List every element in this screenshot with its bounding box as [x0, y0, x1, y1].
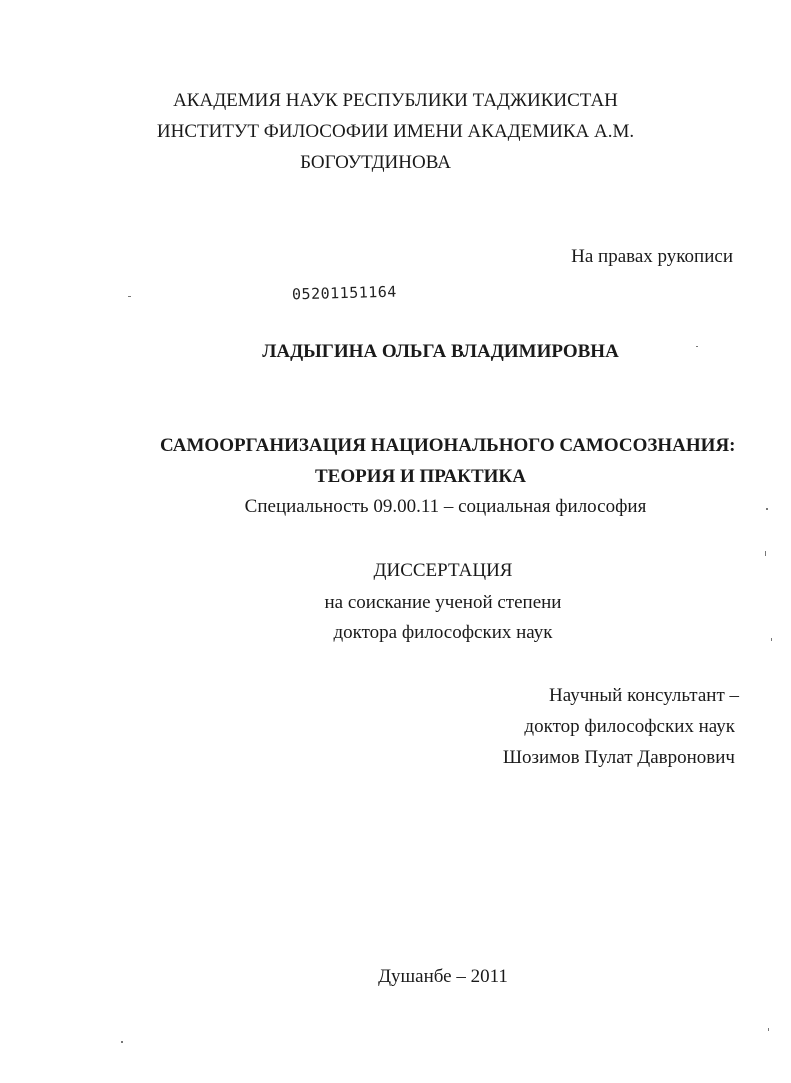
place-and-year: Душанбе – 2011 [378, 966, 508, 987]
consultant-degree: доктор философских наук [524, 716, 735, 737]
scan-speck [768, 1028, 769, 1031]
scan-speck [765, 551, 766, 556]
institute-name-continued: БОГОУТДИНОВА [300, 152, 451, 173]
specialty: Специальность 09.00.11 – социальная философия [244, 496, 647, 517]
degree-line2: доктора философских наук [333, 622, 553, 643]
consultant-name: Шозимов Пулат Давронович [502, 747, 735, 768]
scan-speck [121, 1041, 123, 1043]
scan-speck [696, 346, 698, 347]
scan-speck [128, 296, 131, 297]
degree-line1: на соискание ученой степени [324, 592, 562, 613]
institute-name: ИНСТИТУТ ФИЛОСОФИИ ИМЕНИ АКАДЕМИКА А.М. [156, 121, 635, 142]
thesis-title-line2: ТЕОРИЯ И ПРАКТИКА [315, 466, 526, 487]
scan-speck [766, 508, 768, 510]
academy-name: АКАДЕМИЯ НАУК РЕСПУБЛИКИ ТАДЖИКИСТАН [173, 90, 618, 111]
author-name: ЛАДЫГИНА ОЛЬГА ВЛАДИМИРОВНА [262, 341, 619, 362]
document-type: ДИССЕРТАЦИЯ [373, 560, 513, 581]
consultant-role: Научный консультант – [549, 685, 739, 706]
scan-speck [771, 638, 772, 641]
thesis-title-line1: САМООРГАНИЗАЦИЯ НАЦИОНАЛЬНОГО САМОСОЗНАНИЯ: [160, 435, 736, 456]
manuscript-note: На правах рукописи [571, 246, 733, 267]
registry-number-stamp: 05201151164 [291, 282, 398, 304]
